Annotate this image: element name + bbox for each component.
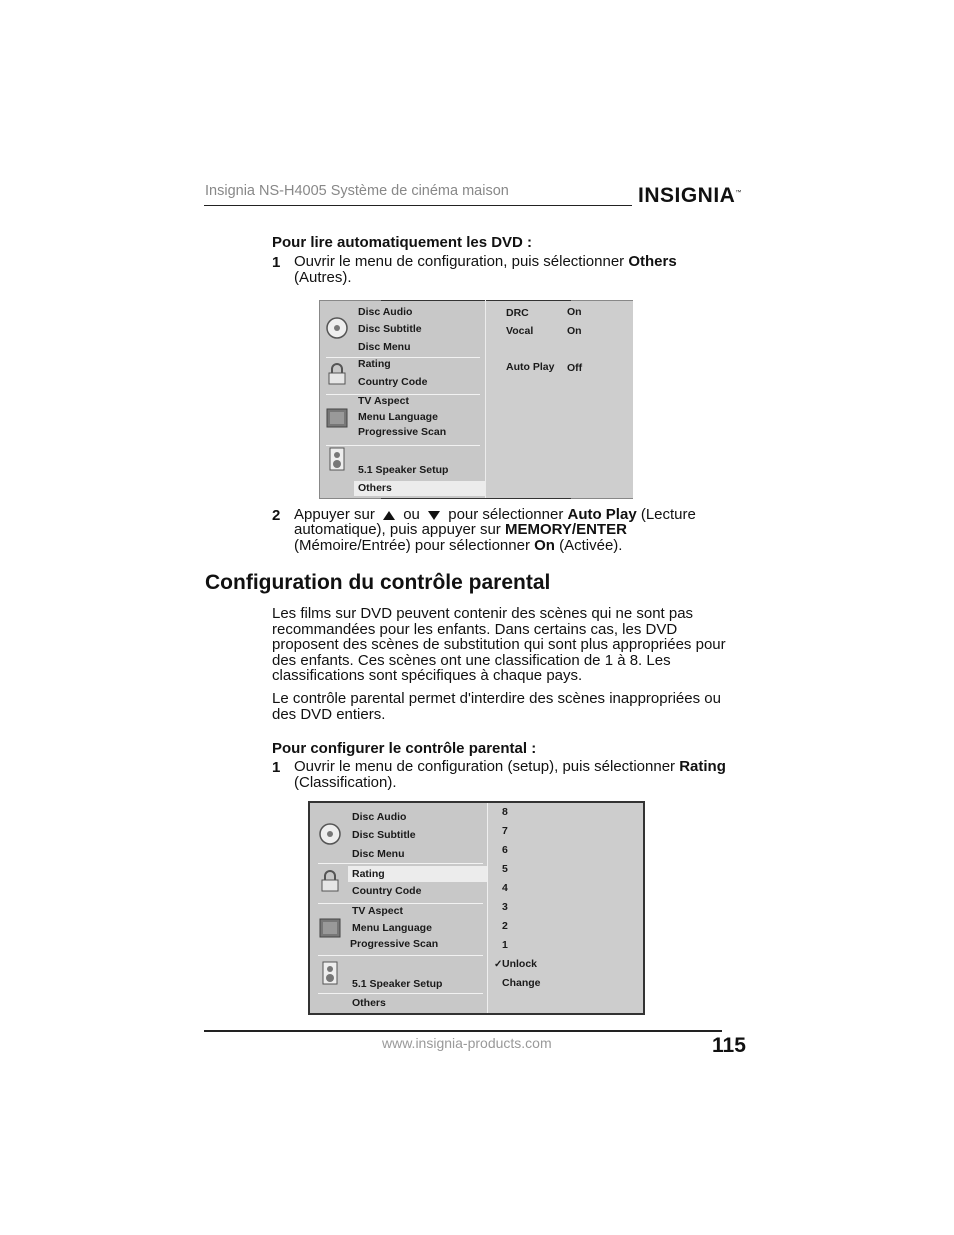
menu-item-disc-audio[interactable]: Disc Audio	[352, 811, 407, 823]
menu-item-others[interactable]: Others	[358, 482, 392, 494]
speaker-icon	[318, 961, 342, 983]
rating-option-3[interactable]: 3	[502, 901, 508, 913]
up-arrow-icon	[383, 511, 395, 520]
tv-icon	[325, 407, 349, 429]
option-autoplay-label[interactable]: Auto Play	[506, 361, 555, 373]
speaker-icon	[325, 447, 349, 469]
rating-option-unlock[interactable]: Unlock	[502, 958, 538, 970]
rating-option-1[interactable]: 1	[502, 939, 508, 951]
setup-menu-screen-others	[319, 300, 633, 499]
step-number: 1	[272, 759, 281, 776]
step-text-cont: (Classification).	[294, 774, 397, 791]
menu-item-tv-aspect[interactable]: TV Aspect	[358, 395, 409, 407]
section-title: Configuration du contrôle parental	[205, 571, 551, 594]
menu-item-country-code[interactable]: Country Code	[352, 885, 422, 897]
parental-heading: Pour configurer le contrôle parental :	[272, 740, 537, 757]
menu-item-disc-subtitle[interactable]: Disc Subtitle	[358, 323, 422, 335]
menu-item-tv-aspect[interactable]: TV Aspect	[352, 905, 403, 917]
footer-url: www.insignia-products.com	[382, 1035, 552, 1051]
menu-item-disc-menu[interactable]: Disc Menu	[358, 341, 411, 353]
menu-item-disc-subtitle[interactable]: Disc Subtitle	[352, 829, 416, 841]
lock-icon	[318, 870, 342, 892]
footer-rule	[204, 1030, 722, 1032]
step-number: 2	[272, 507, 281, 524]
menu-item-progressive-scan[interactable]: Progressive Scan	[358, 426, 447, 438]
step-text: Ouvrir le menu de configuration, puis sélectionner Others	[294, 253, 677, 270]
menu-item-country-code[interactable]: Country Code	[358, 376, 428, 388]
step2-line1: Appuyer sur ou pour sélectionner Auto Play (Lecture	[294, 506, 696, 523]
intro-paragraph: Les films sur DVD peuvent contenir des scènes qui ne sont pas recommandées pour les enfants. Dans certains cas, les DVD proposent des scènes de substitution qui sont plus appropriées pour des enfants. Ces scènes ont une classification de 1 à 8. Les classifications sont spécifiques à chaque pays.	[272, 605, 726, 684]
menu-item-disc-menu[interactable]: Disc Menu	[352, 848, 405, 860]
rating-option-6[interactable]: 6	[502, 844, 508, 856]
disc-icon	[318, 823, 342, 845]
step2-line3: (Mémoire/Entrée) pour sélectionner On (Activée).	[294, 537, 623, 554]
rating-option-change[interactable]: Change	[502, 977, 541, 989]
step-text-cont: (Autres).	[294, 269, 352, 286]
option-vocal-value[interactable]: On	[567, 325, 582, 337]
logo-text: INSIGNIA	[638, 184, 736, 207]
page-number: 115	[712, 1034, 746, 1057]
check-icon: ✓	[494, 959, 503, 970]
tv-icon	[318, 917, 342, 939]
option-autoplay-value[interactable]: Off	[567, 362, 583, 374]
step2-line2: automatique), puis appuyer sur MEMORY/ENTER	[294, 521, 627, 538]
menu-item-progressive-scan[interactable]: Progressive Scan	[350, 938, 439, 950]
step-number: 1	[272, 254, 281, 271]
option-drc-value[interactable]: On	[567, 306, 582, 318]
menu-item-speaker-setup[interactable]: 5.1 Speaker Setup	[358, 464, 449, 476]
logo-tm: ™	[735, 190, 742, 196]
insignia-logo	[638, 184, 742, 208]
setup-menu-screen-rating	[308, 801, 645, 1015]
parental-paragraph: Le contrôle parental permet d'interdire des scènes inappropriées ou des DVD entiers.	[272, 690, 721, 723]
option-vocal-label[interactable]: Vocal	[506, 325, 534, 337]
lock-icon	[325, 363, 349, 385]
running-header: Insignia NS-H4005 Système de cinéma maison	[205, 183, 509, 199]
rating-option-4[interactable]: 4	[502, 882, 508, 894]
menu-item-menu-language[interactable]: Menu Language	[352, 922, 432, 934]
rating-option-5[interactable]: 5	[502, 863, 508, 875]
menu-item-menu-language[interactable]: Menu Language	[358, 411, 438, 423]
rating-option-8[interactable]: 8	[502, 806, 508, 818]
menu-item-rating[interactable]: Rating	[352, 868, 385, 880]
menu-item-disc-audio[interactable]: Disc Audio	[358, 306, 413, 318]
menu-item-speaker-setup[interactable]: 5.1 Speaker Setup	[352, 978, 443, 990]
option-drc-label[interactable]: DRC	[506, 307, 529, 319]
rating-option-2[interactable]: 2	[502, 920, 508, 932]
down-arrow-icon	[428, 511, 440, 520]
autoplay-heading: Pour lire automatiquement les DVD :	[272, 234, 533, 251]
header-rule	[204, 205, 632, 206]
disc-icon	[325, 317, 349, 339]
rating-option-7[interactable]: 7	[502, 825, 508, 837]
step-text: Ouvrir le menu de configuration (setup), puis sélectionner Rating	[294, 758, 726, 775]
menu-item-others[interactable]: Others	[352, 997, 386, 1009]
menu-item-rating[interactable]: Rating	[358, 358, 391, 370]
